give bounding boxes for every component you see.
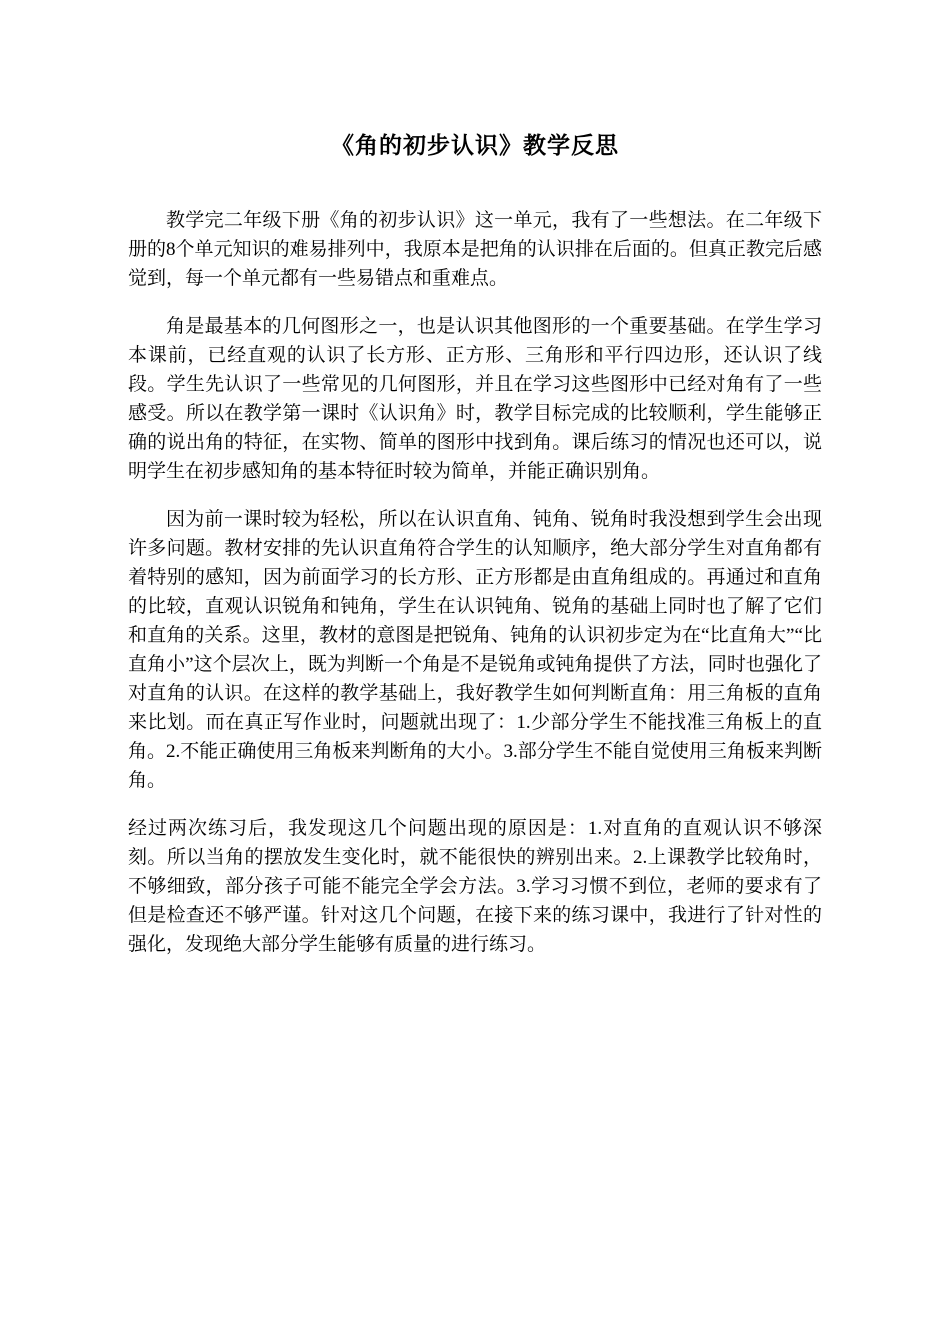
paragraph: 教学完二年级下册《角的初步认识》这一单元，我有了一些想法。在二年级下册的8个单元知识的难易排列中，我原本是把角的认识排在后面的。但真正教完后感觉到，每一个单元都有一些易错点和重难点。 — [128, 210, 822, 289]
document-body — [128, 206, 822, 959]
paragraph: 经过两次练习后，我发现这几个问题出现的原因是：1.对直角的直观认识不够深刻。所以当角的摆放发生变化时，就不能很快的辨别出来。2.上课教学比较角时，不够细致，部分孩子可能不能完全学会方法。3.学习习惯不到位，老师的要求有了但是检查还不够严谨。针对这几个问题，在接下来的练习课中，我进行了针对性的强化，发现绝大部分学生能够有质量的进行练习。 — [128, 818, 822, 955]
paragraph: 因为前一课时较为轻松，所以在认识直角、钝角、锐角时我没想到学生会出现许多问题。教材安排的先认识直角符合学生的认知顺序，绝大部分学生对直角都有着特别的感知，因为前面学习的长方形、正方形都是由直角组成的。再通过和直角的比较，直观认识锐角和钝角，学生在认识钝角、锐角的基础上同时也了解了它们和直角的关系。这里，教材的意图是把锐角、钝角的认识初步定为在“比直角大”“比直角小”这个层次上，既为判断一个角是不是锐角或钝角提供了方法，同时也强化了对直角的认识。在这样的教学基础上，我好教学生如何判断直角：用三角板的直角来比划。而在真正写作业时，问题就出现了：1.少部分学生不能找准三角板上的直角。2.不能正确使用三角板来判断角的大小。3.部分学生不能自觉使用三角板来判断角。 — [128, 509, 822, 791]
paragraph: 角是最基本的几何图形之一，也是认识其他图形的一个重要基础。在学生学习本课前，已经直观的认识了长方形、正方形、三角形和平行四边形，还认识了线段。学生先认识了一些常见的几何图形，并且在学习这些图形中已经对角有了一些感受。所以在教学第一课时《认识角》时，教学目标完成的比较顺利，学生能够正确的说出角的特征，在实物、简单的图形中找到角。课后练习的情况也还可以，说明学生在初步感知角的基本特征时较为简单，并能正确识别角。 — [128, 316, 822, 482]
document-title: 《角的初步认识》教学反思 — [331, 133, 619, 158]
